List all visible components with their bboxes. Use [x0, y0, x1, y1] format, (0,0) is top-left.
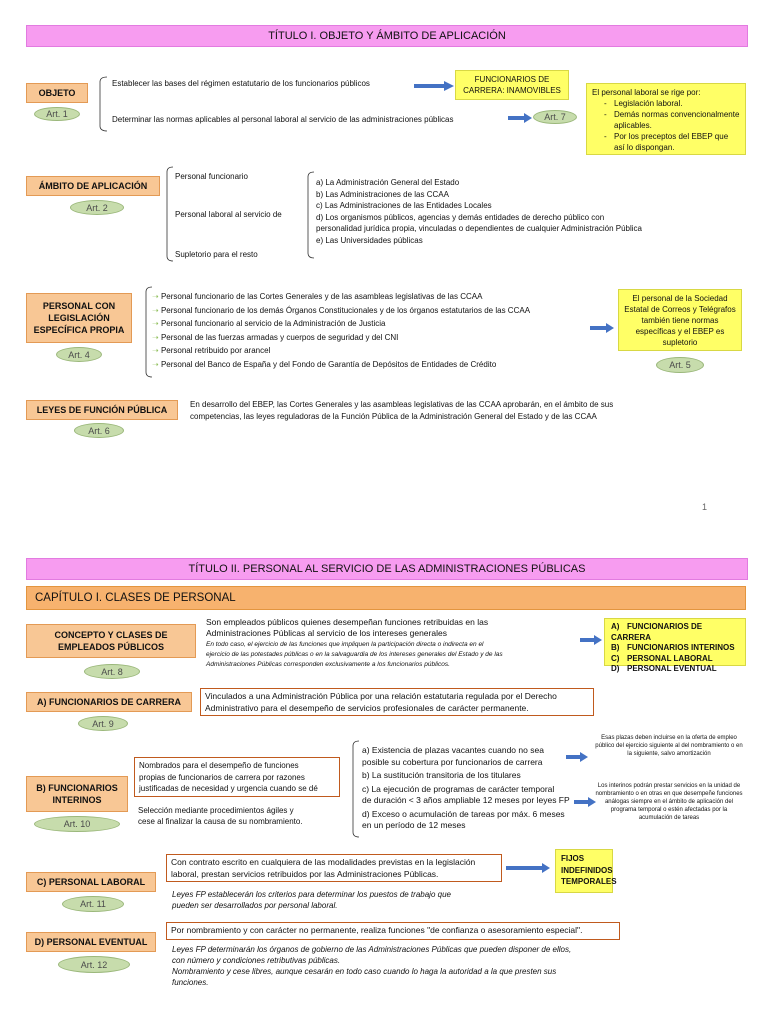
list-item: d) Los organismos públicos, agencias y demás entidades de derecho público con [316, 212, 605, 222]
objeto-box: OBJETO [26, 83, 88, 103]
green-arrow-icon: ➝ [152, 319, 159, 328]
list-item: personalidad jurídica propia, vinculadas o dependientes de cualquier Administración Pública [316, 224, 642, 233]
arrow-right-icon [566, 752, 588, 762]
arrow-right-icon [414, 81, 454, 91]
eventual-italic-1: Leyes FP determinarán los órganos de gobierno de las Administraciones Públicas que pueden disponer de ellos, [172, 945, 572, 954]
objeto-line-1: Establecer las bases del régimen estatutario de los funcionarios públicos [112, 79, 370, 88]
arrow-right-icon [580, 635, 602, 645]
list-item: ➝ Personal funcionario al servicio de la Administración de Justicia [152, 319, 386, 328]
list-item: b) La sustitución transitoria de los titulares [362, 770, 521, 780]
list-item: - Por los preceptos del EBEP que así lo dispongan. [614, 131, 740, 153]
ambito-brace [164, 166, 174, 262]
list-item: - Legislación laboral. [614, 98, 740, 109]
art-4-badge: Art. 4 [56, 347, 102, 362]
personal-especifica-box: PERSONAL CON LEGISLACIÓN ESPECÍFICA PROPIA [26, 293, 132, 343]
arrow-right-icon [574, 797, 596, 807]
list-item: en un período de 12 meses [362, 820, 466, 830]
list-item: a) Existencia de plazas vacantes cuando no sea [362, 745, 544, 755]
clases-list [604, 618, 746, 673]
chapter-1-bar: CAPÍTULO I. CLASES DE PERSONAL [26, 586, 746, 610]
interinos-note-1: Esas plazas deben incluirse en la oferta de empleo público del ejercicio siguiente al del nombramiento o en la siguiente, salvo amortización [595, 735, 743, 757]
title-2: TÍTULO II. PERSONAL AL SERVICIO DE LAS ADMINISTRACIONES PÚBLICAS [26, 558, 748, 580]
list-item: ➝ Personal de las fuerzas armadas y cuerpos de seguridad y del CNI [152, 332, 399, 342]
art-11-badge: Art. 11 [62, 896, 124, 912]
interinos-brace [350, 740, 360, 838]
list-item: a) La Administración General del Estado [316, 178, 460, 187]
interinos-note-2: Los interinos podrán prestar servicios en la unidad de nombramiento o en otras en que desempeñe funciones análogas siempre en el ámbito de aplicación del programa temporal o estén afectadas por la acumulación de tareas [595, 783, 743, 821]
list-item: C) PERSONAL LABORAL [611, 653, 713, 663]
ambito-box: ÁMBITO DE APLICACIÓN [26, 176, 160, 196]
art-6-badge: Art. 6 [74, 423, 124, 438]
laboral-italic-2: pueden ser desarrollados por personal laboral. [172, 901, 338, 910]
list-item: ➝ Personal del Banco de España y del Fondo de Garantía de Depósitos de Entidades de Crédito [152, 359, 497, 369]
eventual-italic-4: funciones. [172, 978, 209, 987]
interinos-box: B) FUNCIONARIOS INTERINOS [26, 776, 128, 812]
ambito-brace-2 [305, 171, 315, 259]
art-5-badge: Art. 5 [656, 357, 704, 373]
page-number: 1 [702, 502, 708, 512]
interinos-description: Nombrados para el desempeño de funciones propias de funcionarios de carrera por razones justificadas de necesidad y urgencia cuando se dé [134, 757, 340, 797]
art-9-badge: Art. 9 [78, 716, 128, 731]
list-item: B) FUNCIONARIOS INTERINOS [611, 643, 735, 652]
list-item: FIJOS [561, 854, 585, 863]
interinos-cases [362, 745, 592, 832]
laboral-types [555, 849, 617, 893]
arrow-right-icon [508, 113, 532, 123]
eventual-italic-3: Nombramiento y cese libres, aunque cesarán en todo caso cuando lo haga la autoridad a la que presten sus [172, 967, 557, 976]
list-item: e) Las Universidades públicas [316, 235, 423, 245]
concepto-italic-2: ejercicio de las potestades públicas o en la salvaguardia de los intereses generales del Estado y de las [206, 651, 503, 658]
list-item: de duración < 3 años ampliable 12 meses por leyes FP [362, 795, 570, 805]
green-arrow-icon: ➝ [152, 305, 159, 315]
personal-laboral-list [592, 98, 740, 153]
art-8-badge: Art. 8 [84, 664, 140, 679]
leyes-line-1: En desarrollo del EBEP, las Cortes Generales y las asambleas legislativas de las CCAA aprobarán, en el ámbito de sus [190, 400, 614, 409]
arrow-right-icon [590, 323, 614, 333]
list-item: INDEFINIDOS [561, 865, 613, 875]
funcionarios-carrera-note: FUNCIONARIOS DE CARRERA: INAMOVIBLES [455, 70, 569, 100]
green-arrow-icon: ➝ [152, 332, 159, 342]
list-item: ➝ Personal retribuido por arancel [152, 346, 271, 355]
list-item: D) PERSONAL EVENTUAL [611, 664, 717, 673]
list-item: TEMPORALES [561, 877, 617, 886]
concepto-box: CONCEPTO Y CLASES DE EMPLEADOS PÚBLICOS [26, 624, 196, 658]
list-item: b) Las Administraciones de las CCAA [316, 189, 449, 199]
concepto-italic-1: En todo caso, el ejercicio de las funciones que impliquen la participación directa o indirecta en el [206, 641, 484, 648]
ambito-right-list [316, 177, 716, 246]
objeto-brace [98, 76, 108, 132]
interinos-seleccion-2: cese al finalizar la causa de su nombramiento. [138, 817, 303, 826]
art-12-badge: Art. 12 [58, 956, 130, 973]
list-item: ➝ Personal funcionario de los demás Órganos Constitucionales y de los órganos estatutarios de las CCAA [152, 305, 531, 315]
list-item: d) Exceso o acumulación de tareas por máx. 6 meses [362, 808, 565, 819]
leyes-line-2: competencias, las leyes reguladoras de la Función Pública de la Administración General del Estado y de las CCAA [190, 412, 597, 421]
laboral-box: C) PERSONAL LABORAL [26, 872, 156, 892]
carrera-box: A) FUNCIONARIOS DE CARRERA [26, 692, 192, 712]
concepto-line-1: Son empleados públicos quienes desempeñan funciones retribuidas en las [206, 617, 489, 627]
interinos-seleccion-1: Selección mediante procedimientos ágiles y [138, 806, 294, 815]
objeto-line-2: Determinar las normas aplicables al personal laboral al servicio de las administraciones públicas [112, 115, 454, 124]
green-arrow-icon: ➝ [152, 346, 159, 355]
eventual-box: D) PERSONAL EVENTUAL [26, 932, 156, 952]
ambito-left-3: Supletorio para el resto [175, 250, 258, 259]
carrera-description: Vinculados a una Administración Pública por una relación estatutaria regulada por el Derecho Administrativo para el desempeño de servicios profesionales de carácter permanente. [200, 688, 594, 716]
concepto-line-2: Administraciones Públicas al servicio de los intereses generales [206, 628, 447, 638]
personal-laboral-note-title: El personal laboral se rige por: [592, 88, 701, 97]
laboral-italic-1: Leyes FP establecerán los criterios para determinar los puestos de trabajo que [172, 890, 451, 899]
list-item: - Demás normas convencionalmente aplicables. [614, 109, 740, 131]
correos-note: El personal de la Sociedad Estatal de Correos y Telégrafos también tiene normas específicas y el EBEP es supletorio [618, 289, 742, 351]
art-2-badge: Art. 2 [70, 200, 124, 215]
list-item: c) Las Administraciones de las Entidades Locales [316, 201, 492, 210]
list-item: c) La ejecución de programas de carácter temporal [362, 783, 555, 794]
green-arrow-icon: ➝ [152, 292, 159, 301]
art-10-badge: Art. 10 [34, 816, 120, 832]
arrow-right-icon [506, 863, 550, 873]
list-item: posible su cobertura por funcionarios de carrera [362, 756, 543, 767]
list-item: ➝ Personal funcionario de las Cortes Generales y de las asambleas legislativas de las CCAA [152, 292, 483, 301]
list-item: A) FUNCIONARIOS DE CARRERA [611, 622, 703, 642]
ambito-left-2: Personal laboral al servicio de [175, 210, 282, 219]
art-7-badge: Art. 7 [533, 110, 577, 124]
concepto-italic-3: Administraciones Públicas corresponden exclusivamente a los funcionarios públicos. [206, 661, 450, 668]
title-1: TÍTULO I. OBJETO Y ÁMBITO DE APLICACIÓN [26, 25, 748, 47]
leyes-box: LEYES DE FUNCIÓN PÚBLICA [26, 400, 178, 420]
especifica-list [152, 290, 602, 371]
personal-laboral-note [586, 83, 746, 155]
eventual-description: Por nombramiento y con carácter no permanente, realiza funciones "de confianza o asesoramiento especial". [166, 922, 620, 940]
green-arrow-icon: ➝ [152, 359, 159, 369]
eventual-italic-2: con número y condiciones retributivas públicas. [172, 956, 341, 965]
ambito-left-1: Personal funcionario [175, 172, 248, 181]
laboral-description: Con contrato escrito en cualquiera de las modalidades previstas en la legislación laboral, prestan servicios retribuidos por las Administraciones Públicas. [166, 854, 502, 882]
art-1-badge: Art. 1 [34, 107, 80, 121]
